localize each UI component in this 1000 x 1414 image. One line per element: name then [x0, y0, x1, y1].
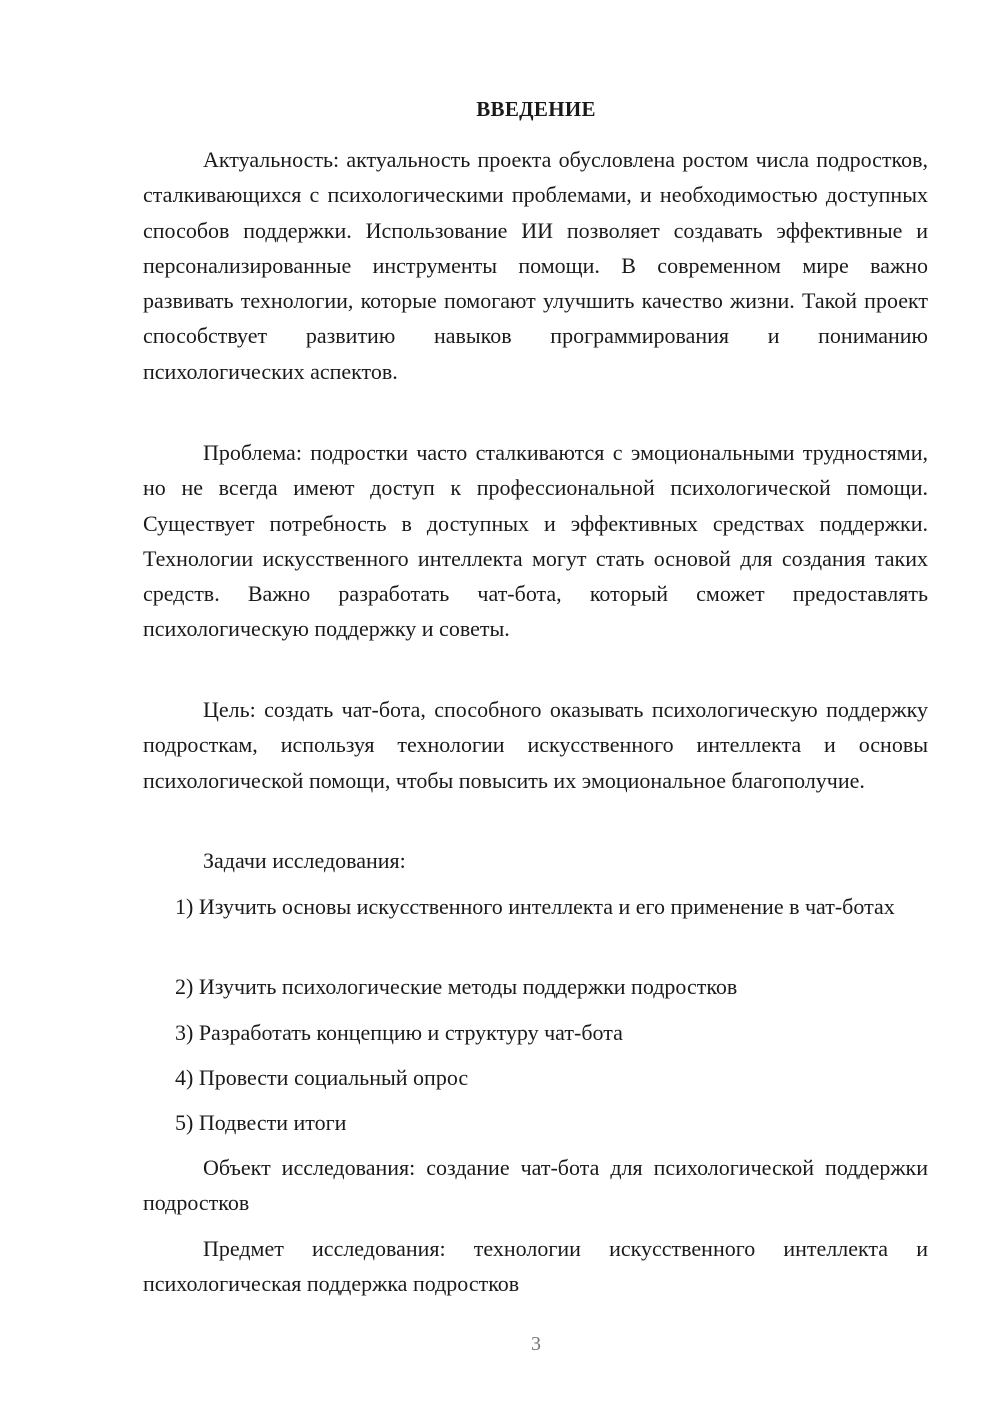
tasks-heading — [143, 843, 928, 878]
problem-paragraph — [143, 435, 928, 647]
task-list-item — [143, 889, 928, 924]
goal-text: Цель: создать чат-бота, способного оказывать психологическую поддержку подросткам, используя технологии искусственного интеллекта и основы психологической помощи, чтобы повысить их эмоциональное благополучие. — [143, 697, 928, 793]
subject-text: Предмет исследования: технологии искусственного интеллекта и психологическая поддержка подростков — [143, 1236, 928, 1297]
task-list-item — [143, 1105, 928, 1140]
object-text: Объект исследования: создание чат-бота для психологической поддержки подростков — [143, 1155, 928, 1216]
task-list-item — [143, 969, 928, 1004]
actuality-text: Актуальность: актуальность проекта обусловлена ростом числа подростков, сталкивающихся с психологическими проблемами, и необходимостью доступных способов поддержки. Использование ИИ позволяет создавать эффективные и персонализированные инструменты помощи. В современном мире важно развивать технологии, которые помогают улучшить качество жизни. Такой проект способствует развитию навыков программирования и пониманию психологических аспектов. — [143, 147, 928, 384]
task-list-item — [143, 1060, 928, 1095]
tasks-heading-text: Задачи исследования: — [203, 848, 406, 873]
task-item-5: 5) Подвести итоги — [175, 1110, 347, 1135]
object-paragraph — [143, 1150, 928, 1221]
task-item-1: 1) Изучить основы искусственного интеллекта и его применение в чат-ботах — [175, 894, 895, 919]
actuality-paragraph — [143, 142, 928, 389]
problem-text: Проблема: подростки часто сталкиваются с эмоциональными трудностями, но не всегда имеют доступ к профессиональной психологической помощи. Существует потребность в доступных и эффективных средствах поддержки. Технологии искусственного интеллекта могут стать основой для создания таких средств. Важно разработать чат-бота, который сможет предоставлять психологическую поддержку и советы. — [143, 440, 928, 642]
task-item-4: 4) Провести социальный опрос — [175, 1065, 469, 1090]
page-title: ВВЕДЕНИЕ — [476, 97, 596, 121]
task-item-2: 2) Изучить психологические методы поддержки подростков — [175, 974, 738, 999]
task-item-3: 3) Разработать концепцию и структуру чат-бота — [175, 1020, 623, 1045]
page-number: 3 — [531, 1333, 541, 1355]
goal-paragraph — [143, 692, 928, 798]
task-list-item — [143, 1015, 928, 1050]
subject-paragraph — [143, 1231, 928, 1302]
